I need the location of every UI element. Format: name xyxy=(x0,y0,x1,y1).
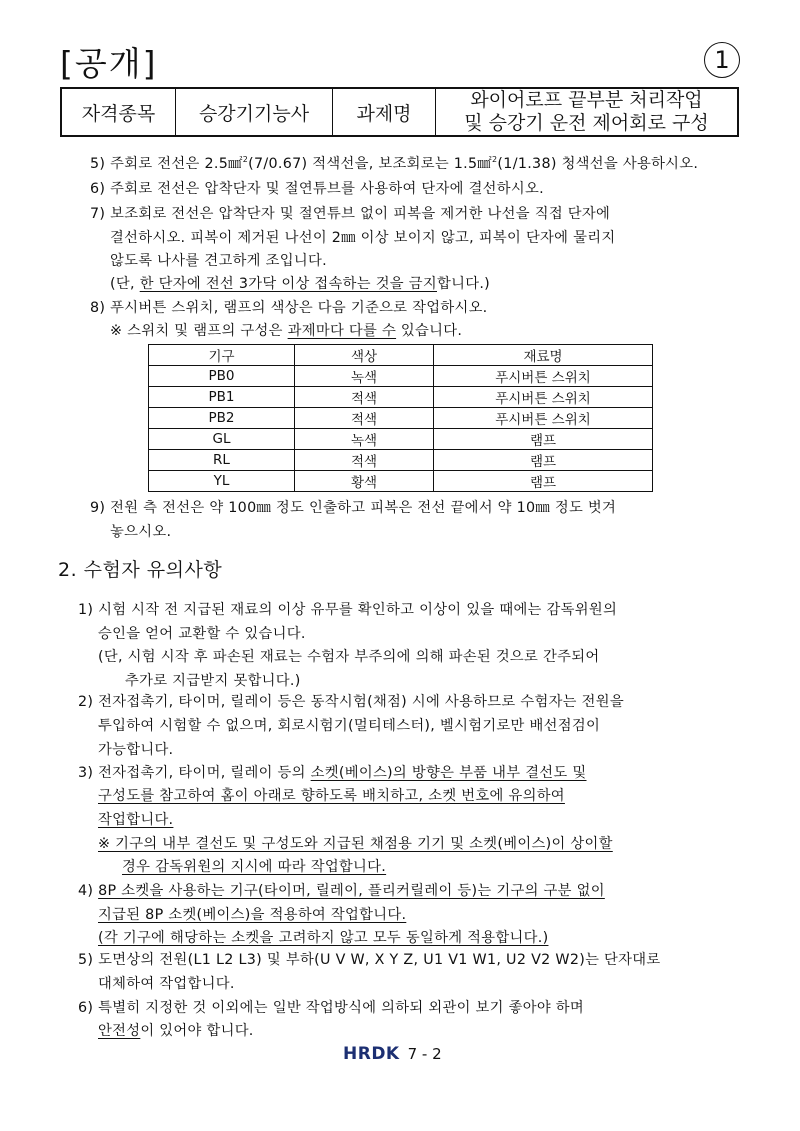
note-4-line-1: 4) 8P 소켓을 사용하는 기구(타이머, 릴레이, 플리커릴레이 등)는 기구의 구분 없이 xyxy=(78,883,605,899)
note-5-line-2: 대체하여 작업합니다. xyxy=(98,976,235,992)
item-7-line-2: 결선하시오. 피복이 제거된 나선이 2㎜ 이상 보이지 않고, 피복이 단자에 물리지 xyxy=(110,230,616,246)
equipment-color-table xyxy=(148,344,653,492)
note-2-line-3: 가능합니다. xyxy=(98,742,174,758)
item-8-line-1: 8) 푸시버튼 스위치, 램프의 색상은 다음 기준으로 작업하시오. xyxy=(90,300,488,316)
item-6: 6) 주회로 전선은 압착단자 및 절연튜브를 사용하여 단자에 결선하시오. xyxy=(90,181,544,197)
item-8-note: ※ 스위치 및 램프의 구성은 과제마다 다를 수 있습니다. xyxy=(110,323,463,339)
page-footer xyxy=(343,1044,442,1064)
note-6-line-2: 안전성이 있어야 합니다. xyxy=(98,1023,254,1039)
item-7-line-4: (단, 한 단자에 전선 3가닥 이상 접속하는 것을 금지합니다.) xyxy=(110,276,491,292)
note-1-line-1: 1) 시험 시작 전 지급된 재료의 이상 유무를 확인하고 이상이 있을 때에는 감독위원의 xyxy=(78,602,618,618)
note-3-line-2: 구성도를 참고하여 홈이 아래로 향하도록 배치하고, 소켓 번호에 유의하여 xyxy=(98,788,565,804)
note-3-line-3: 작업합니다. xyxy=(98,812,174,828)
label-task: 과제명 xyxy=(333,88,436,136)
hrdk-logo: HRDK xyxy=(343,1044,400,1064)
col-header-material: 재료명 xyxy=(434,345,653,366)
note-2-line-1: 2) 전자접촉기, 타이머, 릴레이 등은 동작시험(채점) 시에 사용하므로 수험자는 전원을 xyxy=(78,694,624,710)
note-1-line-4: 추가로 지급받지 못합니다.) xyxy=(125,673,301,689)
item-7-line-1: 7) 보조회로 전선은 압착단자 및 절연튜브 없이 피복을 제거한 나선을 직접 단자에 xyxy=(90,206,611,222)
note-5-line-1: 5) 도면상의 전원(L1 L2 L3) 및 부하(U V W, X Y Z, U1 V1 W1, U2 V2 W2)는 단자대로 xyxy=(78,952,661,968)
note-3-line-1: 3) 전자접촉기, 타이머, 릴레이 등의 소켓(베이스)의 방향은 부품 내부 결선도 및 xyxy=(78,765,587,781)
col-header-device: 기구 xyxy=(149,345,295,366)
note-4-line-2: 지급된 8P 소켓(베이스)을 적용하여 작업합니다. xyxy=(98,907,407,923)
value-task xyxy=(436,88,739,136)
item-7-line-3: 않도록 나사를 견고하게 조입니다. xyxy=(110,253,327,269)
table-row: YL 황색 램프 xyxy=(149,471,653,492)
col-header-color: 색상 xyxy=(295,345,434,366)
note-3-line-5: 경우 감독위원의 지시에 따라 작업합니다. xyxy=(122,859,387,875)
task-line-1: 와이어로프 끝부분 처리작업 xyxy=(470,89,703,111)
note-2-line-2: 투입하여 시험할 수 없으며, 회로시험기(멀티테스터), 벨시험기로만 배선점검이 xyxy=(98,718,601,734)
page-number-circle: 1 xyxy=(704,42,740,78)
item-9-line-1: 9) 전원 측 전선은 약 100㎜ 정도 인출하고 피복은 전선 끝에서 약 10㎜ 정도 벗겨 xyxy=(90,500,617,516)
item-5: 5) 주회로 전선은 2.5㎟$^2$(7/0.67) 적색선을, 보조회로는 1.5㎟$^2$(1/1.38) 청색선을 사용하시오. xyxy=(90,155,699,172)
table-row: PB2 적색 푸시버튼 스위치 xyxy=(149,408,653,429)
note-6-line-1: 6) 특별히 지정한 것 이외에는 일반 작업방식에 의하되 외관이 보기 좋아야 하며 xyxy=(78,1000,584,1016)
table-row: PB0 녹색 푸시버튼 스위치 xyxy=(149,366,653,387)
page-number: 7 - 2 xyxy=(407,1045,442,1063)
item-9-line-2: 놓으시오. xyxy=(110,524,172,540)
value-qualification: 승강기기능사 xyxy=(176,88,333,136)
header-table xyxy=(60,87,739,137)
section-title: 2. 수험자 유의사항 xyxy=(58,559,223,581)
document-label: [공개] xyxy=(60,44,158,83)
label-qualification: 자격종목 xyxy=(61,88,176,136)
note-1-line-3: (단, 시험 시작 후 파손된 재료는 수험자 부주의에 의해 파손된 것으로 간주되어 xyxy=(98,649,600,665)
table-row: PB1 적색 푸시버튼 스위치 xyxy=(149,387,653,408)
table-row: RL 적색 램프 xyxy=(149,450,653,471)
table-row: GL 녹색 램프 xyxy=(149,429,653,450)
task-line-2: 및 승강기 운전 제어회로 구성 xyxy=(464,112,709,134)
table-header-row xyxy=(149,345,653,366)
note-4-line-3: (각 기구에 해당하는 소켓을 고려하지 않고 모두 동일하게 적용합니다.) xyxy=(98,930,549,946)
note-3-line-4: ※ 기구의 내부 결선도 및 구성도와 지급된 채점용 기기 및 소켓(베이스)이 상이할 xyxy=(98,836,613,852)
note-1-line-2: 승인을 얻어 교환할 수 있습니다. xyxy=(98,626,306,642)
